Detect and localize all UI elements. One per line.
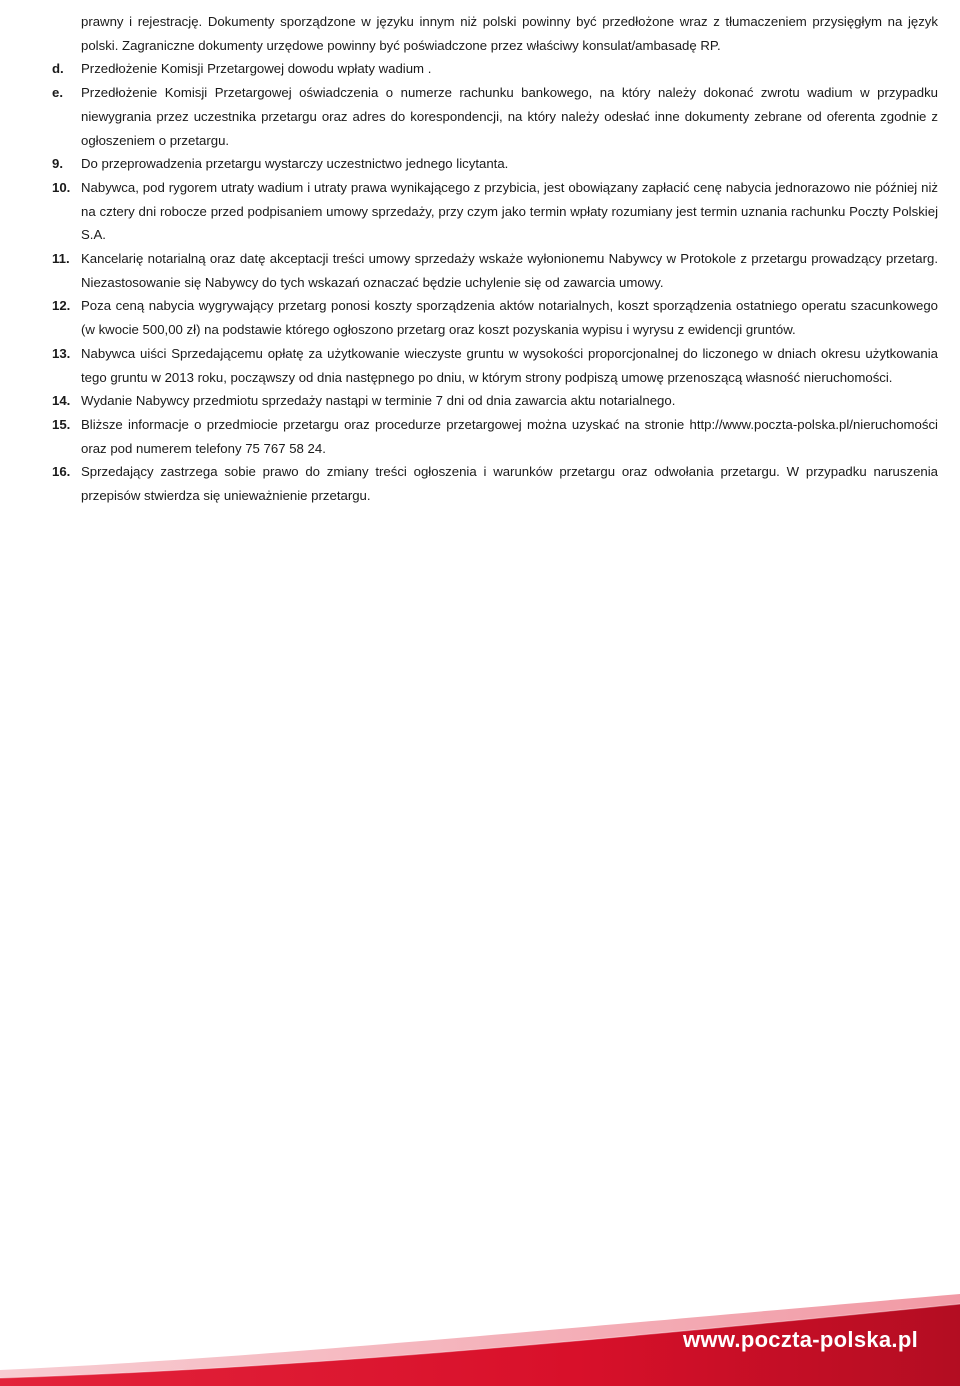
item-marker: 16.	[52, 464, 71, 480]
footer-banner	[0, 1288, 960, 1386]
list-item-15	[52, 413, 938, 460]
list-item-e	[52, 81, 938, 152]
item-marker: 11.	[52, 251, 70, 267]
item-text: Kancelarię notarialną oraz datę akceptacji treści umowy sprzedaży wskaże wyłonionemu Nabywcy w Protokole z przetargu prowadzący przetarg. Niezastosowanie się Nabywcy do tych wskazań oznaczać będzie uchylenie się od zawarcia umowy.	[81, 251, 938, 290]
document-body	[52, 10, 938, 508]
item-marker: e.	[52, 85, 63, 101]
item-text: Sprzedający zastrzega sobie prawo do zmiany treści ogłoszenia i warunków przetargu oraz odwołania przetargu. W przypadku naruszenia przepisów stwierdza się unieważnienie przetargu.	[81, 464, 938, 504]
list-item-d	[52, 57, 938, 81]
item-marker: 14.	[52, 393, 71, 409]
list-item-16	[52, 460, 938, 507]
item-text: Wydanie Nabywcy przedmiotu sprzedaży nastąpi w terminie 7 dni od dnia zawarcia aktu notarialnego.	[81, 393, 676, 409]
item-marker: 10.	[52, 179, 71, 195]
item-marker: 13.	[52, 345, 71, 361]
item-text: Nabywca uiści Sprzedającemu opłatę za użytkowanie wieczyste gruntu w wysokości proporcjonalnej do liczonego w dniach okresu użytkowania tego gruntu w 2013 roku, począwszy od dnia następnego po dniu, w którym strony podpiszą umowę przenoszącą własność nieruchomości.	[81, 345, 938, 385]
intro-continuation: prawny i rejestrację. Dokumenty sporządzone w języku innym niż polski powinny być przedłożone wraz z tłumaczeniem przysięgłym na język polski. Zagraniczne dokumenty urzędowe powinny być poświadczone przez właściwy konsulat/ambasadę RP.	[81, 14, 938, 53]
item-marker: 15.	[52, 416, 71, 432]
footer-website-url: www.poczta-polska.pl	[683, 1327, 918, 1352]
list-item-13	[52, 342, 938, 389]
list-item-12	[52, 294, 938, 341]
item-text: Do przeprowadzenia przetargu wystarczy uczestnictwo jednego licytanta.	[81, 156, 509, 172]
item-text: Nabywca, pod rygorem utraty wadium i utraty prawa wynikającego z przybicia, jest obowiązany zapłacić cenę nabycia jednorazowo nie później niż na cztery dni robocze przed podpisaniem umowy sprzedaży, przy czym jako termin wpłaty rozumiany jest termin uznania rachunku Poczty Polskiej S.A.	[81, 179, 938, 243]
item-text: Bliższe informacje o przedmiocie przetargu oraz procedurze przetargowej można uzyskać na stronie http://www.poczta-polska.pl/nieruchomości oraz pod numerem telefony 75 767 58 24.	[81, 416, 938, 456]
item-marker: 12.	[52, 298, 71, 314]
item-text: Poza ceną nabycia wygrywający przetarg ponosi koszty sporządzenia aktów notarialnych, koszt sporządzenia ostatniego operatu szacunkowego (w kwocie 500,00 zł) na podstawie którego ogłoszono przetarg oraz koszt pozyskania wypisu i wyrysu z ewidencji gruntów.	[81, 298, 938, 338]
list-item-9	[52, 152, 938, 176]
list-item-10	[52, 176, 938, 247]
item-text: Przedłożenie Komisji Przetargowej dowodu wpłaty wadium .	[81, 61, 432, 77]
list-item-14	[52, 389, 938, 413]
item-text: Przedłożenie Komisji Przetargowej oświadczenia o numerze rachunku bankowego, na który należy dokonać zwrotu wadium w przypadku niewygrania przez uczestnika przetargu oraz adres do korespondencji, na który należy odesłać inne dokumenty zebrane od oferenta zgodnie z ogłoszeniem o przetargu.	[81, 85, 938, 148]
item-marker: 9.	[52, 156, 63, 172]
item-marker: d.	[52, 61, 64, 77]
list-item-11	[52, 247, 938, 294]
